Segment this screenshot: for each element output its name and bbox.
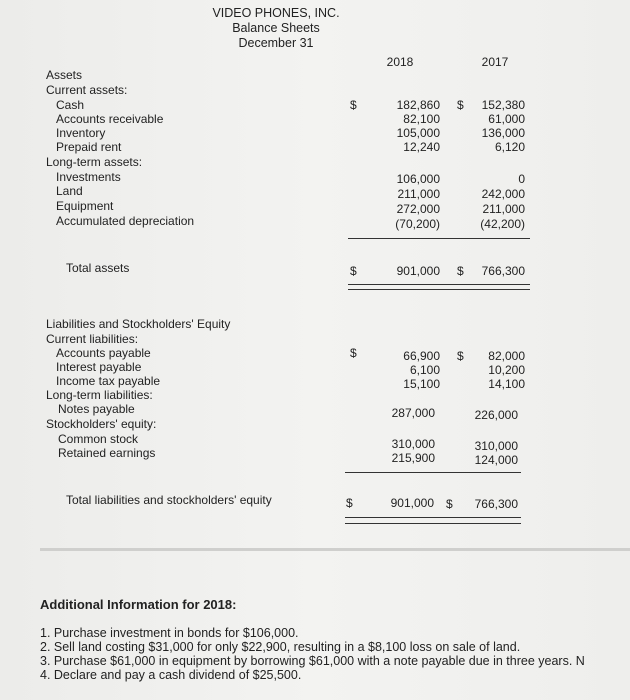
value-2017: 226,000 (474, 408, 518, 422)
long-term-liabilities-heading: Long-term liabilities: (46, 388, 153, 402)
value-2018: 211,000 (397, 187, 440, 201)
total-double-rule (345, 523, 521, 524)
current-assets-heading: Current assets: (46, 83, 128, 97)
row-label: Notes payable (58, 402, 135, 416)
row-label: Accumulated depreciation (56, 214, 195, 228)
value-2018: 215,900 (391, 451, 435, 465)
total-assets-2018: 901,000 (396, 264, 440, 278)
total-liabilities-2017: 766,300 (474, 497, 518, 511)
additional-info-item: 4. Declare and pay a cash dividend of $25,500. (40, 668, 302, 682)
value-2018: 6,100 (409, 363, 440, 377)
value-2017: 310,000 (474, 439, 518, 453)
subtotal-rule (345, 472, 521, 473)
additional-info-item: 1. Purchase investment in bonds for $106,000. (40, 626, 299, 640)
value-2017: 82,000 (488, 349, 525, 363)
total-assets-2017: 766,300 (481, 264, 525, 278)
dollar-sign: $ (346, 496, 353, 510)
value-2017: 0 (518, 172, 525, 186)
value-2018: 106,000 (396, 172, 440, 186)
assets-heading: Assets (46, 68, 83, 82)
value-2018: 12,240 (403, 140, 440, 154)
section-divider (40, 548, 630, 551)
value-2018: 310,000 (391, 437, 435, 451)
row-label: Retained earnings (58, 446, 156, 460)
dollar-sign: $ (446, 497, 453, 511)
dollar-sign: $ (457, 264, 464, 278)
value-2018: 272,000 (396, 202, 440, 216)
liabilities-heading: Liabilities and Stockholders' Equity (46, 317, 231, 331)
value-2017: 14,100 (488, 377, 525, 391)
additional-info-item: 3. Purchase $61,000 in equipment by borrowing $61,000 with a note payable due in three years. N (40, 654, 585, 668)
row-label: Equipment (56, 199, 114, 213)
value-2017: 10,200 (488, 363, 525, 377)
row-label: Common stock (58, 432, 139, 446)
value-2017: 211,000 (482, 202, 525, 216)
row-label: Cash (56, 98, 85, 112)
stockholders-equity-heading: Stockholders' equity: (46, 417, 157, 431)
value-2017: 61,000 (488, 112, 525, 126)
column-2017: 2017 (481, 55, 509, 69)
row-label: Accounts payable (56, 346, 151, 360)
row-label: Prepaid rent (56, 140, 122, 154)
value-2018: 15,100 (403, 377, 440, 391)
dollar-sign: $ (350, 264, 357, 278)
value-2018: 287,000 (391, 406, 435, 420)
subtotal-rule (348, 238, 530, 239)
row-label: Accounts receivable (56, 112, 164, 126)
additional-info-item: 2. Sell land costing $31,000 for only $22,900, resulting in a $8,100 loss on sale of land. (40, 640, 521, 654)
total-double-rule (345, 517, 521, 518)
row-label: Income tax payable (56, 374, 161, 388)
total-assets-label: Total assets (66, 261, 130, 275)
dollar-sign: $ (457, 349, 464, 363)
dollar-sign: $ (350, 346, 357, 360)
statement-title: Balance Sheets (232, 21, 320, 35)
value-2018: 82,100 (403, 112, 440, 126)
row-label: Land (56, 184, 83, 198)
value-2017: 242,000 (481, 187, 525, 201)
total-double-rule (348, 289, 530, 290)
total-double-rule (348, 284, 530, 285)
value-2017: (42,200) (480, 217, 525, 231)
statement-date: December 31 (238, 36, 314, 50)
total-liabilities-label: Total liabilities and stockholders' equity (66, 493, 272, 507)
value-2018: 66,900 (403, 349, 440, 363)
dollar-sign: $ (457, 98, 464, 112)
value-2018: (70,200) (395, 217, 440, 231)
total-liabilities-2018: 901,000 (390, 496, 434, 510)
long-term-assets-heading: Long-term assets: (46, 155, 143, 169)
column-2018: 2018 (386, 55, 414, 69)
value-2018: 105,000 (396, 126, 440, 140)
value-2017: 6,120 (494, 140, 525, 154)
row-label: Inventory (56, 126, 106, 140)
current-liabilities-heading: Current liabilities: (46, 332, 139, 346)
row-label: Investments (56, 170, 121, 184)
value-2017: 136,000 (481, 126, 525, 140)
value-2017: 124,000 (474, 453, 518, 467)
company-name: VIDEO PHONES, INC. (212, 6, 340, 20)
additional-info-heading: Additional Information for 2018: (40, 597, 237, 612)
value-2017: 152,380 (481, 98, 525, 112)
dollar-sign: $ (350, 98, 357, 112)
value-2018: 182,860 (396, 98, 440, 112)
row-label: Interest payable (56, 360, 142, 374)
